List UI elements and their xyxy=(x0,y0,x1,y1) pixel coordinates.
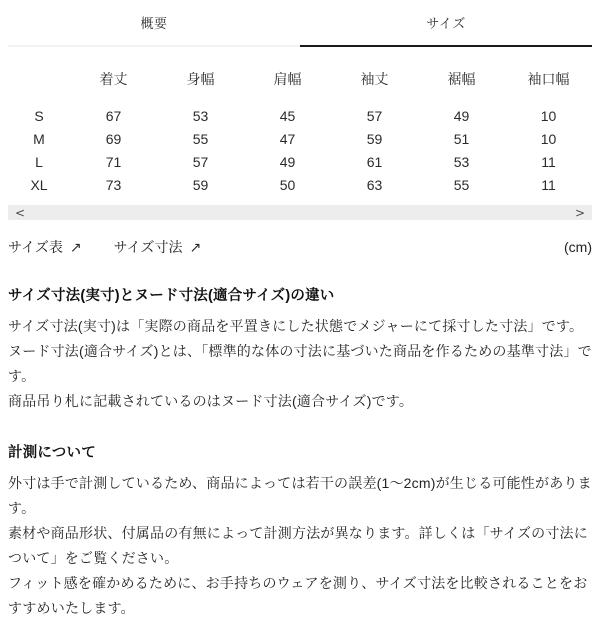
table-row xyxy=(8,128,592,151)
section-heading: サイズ寸法(実寸)とヌード寸法(適合サイズ)の違い xyxy=(8,288,335,304)
measurement-cell: 53 xyxy=(192,108,209,124)
tab-overview[interactable]: 概要 xyxy=(8,0,300,47)
measurement-cell: 73 xyxy=(105,177,122,193)
table-row xyxy=(8,151,592,174)
section-measurement xyxy=(8,441,592,621)
measurement-cell: 67 xyxy=(105,108,122,124)
section-paragraph: ヌード寸法(適合サイズ)とは、「標準的な体の寸法に基づいた商品を作るための基準寸法」です。 xyxy=(8,343,592,384)
section-paragraph: 素材や商品形状、付属品の有無によって計測方法が異なります。詳しくは「サイズの寸法について」をご覧ください。 xyxy=(8,525,588,566)
measurement-cell: 51 xyxy=(453,131,470,147)
section-paragraph: 外寸は手で計測しているため、商品によっては若干の誤差(1〜2cm)が生じる可能性があります。 xyxy=(8,475,592,516)
section-paragraph: 商品吊り札に記載されているのはヌード寸法(適合サイズ)です。 xyxy=(8,393,414,409)
measurement-cell: 61 xyxy=(366,154,383,170)
measurement-cell: 11 xyxy=(541,154,556,170)
tab-bar xyxy=(8,0,592,47)
section-heading: 計測について xyxy=(8,445,96,461)
measurement-cell: 69 xyxy=(105,131,122,147)
measurement-cell: 55 xyxy=(453,177,470,193)
column-header: 袖口幅 xyxy=(527,71,570,87)
measurement-cell: 11 xyxy=(541,177,556,193)
measurement-cell: 47 xyxy=(279,131,296,147)
horizontal-scrollbar[interactable] xyxy=(8,205,592,220)
column-header: 肩幅 xyxy=(273,71,302,87)
measurement-cell: 59 xyxy=(366,131,383,147)
external-link-icon: ↗ xyxy=(69,239,82,255)
size-label: M xyxy=(33,131,45,147)
size-table xyxy=(8,63,592,197)
column-header: 着丈 xyxy=(99,71,128,87)
measurement-cell: 57 xyxy=(366,108,383,124)
column-header: 裾幅 xyxy=(447,71,476,87)
tab-size[interactable]: サイズ xyxy=(300,0,592,47)
column-header: 身幅 xyxy=(186,71,215,87)
measurement-cell: 57 xyxy=(192,154,209,170)
measurement-cell: 45 xyxy=(279,108,296,124)
measurement-cell: 53 xyxy=(453,154,470,170)
table-header-row xyxy=(8,63,592,105)
table-row xyxy=(8,105,592,128)
link-size-chart-label: サイズ表 xyxy=(8,239,63,255)
external-link-icon: ↗ xyxy=(189,239,202,255)
measurement-cell: 50 xyxy=(279,177,296,193)
section-paragraph: サイズ寸法(実寸)は「実際の商品を平置きにした状態でメジャーにて採寸した寸法」です。 xyxy=(8,318,584,334)
section-paragraph: フィット感を確かめるために、お手持ちのウェアを測り、サイズ寸法を比較されることをおすすめいたします。 xyxy=(8,575,588,616)
corner-cell xyxy=(8,63,70,105)
measurement-cell: 63 xyxy=(366,177,383,193)
measurement-cell: 49 xyxy=(279,154,296,170)
size-label: S xyxy=(34,108,44,124)
scroll-right-icon[interactable]: > xyxy=(574,205,585,220)
links-row xyxy=(8,237,592,257)
measurement-cell: 59 xyxy=(192,177,209,193)
section-size-vs-nude xyxy=(8,284,592,414)
link-size-dimensions-label: サイズ寸法 xyxy=(113,239,183,255)
scroll-left-icon[interactable]: < xyxy=(15,205,26,220)
measurement-cell: 10 xyxy=(540,131,557,147)
link-size-dimensions[interactable] xyxy=(114,237,202,257)
unit-label: (cm) xyxy=(564,239,592,255)
column-header: 袖丈 xyxy=(360,71,389,87)
measurement-cell: 55 xyxy=(192,131,209,147)
measurement-cell: 10 xyxy=(540,108,557,124)
size-label: L xyxy=(35,154,43,170)
size-label: XL xyxy=(30,177,48,193)
measurement-cell: 49 xyxy=(453,108,470,124)
link-size-chart[interactable] xyxy=(8,237,82,257)
table-row xyxy=(8,174,592,197)
measurement-cell: 71 xyxy=(105,154,122,170)
